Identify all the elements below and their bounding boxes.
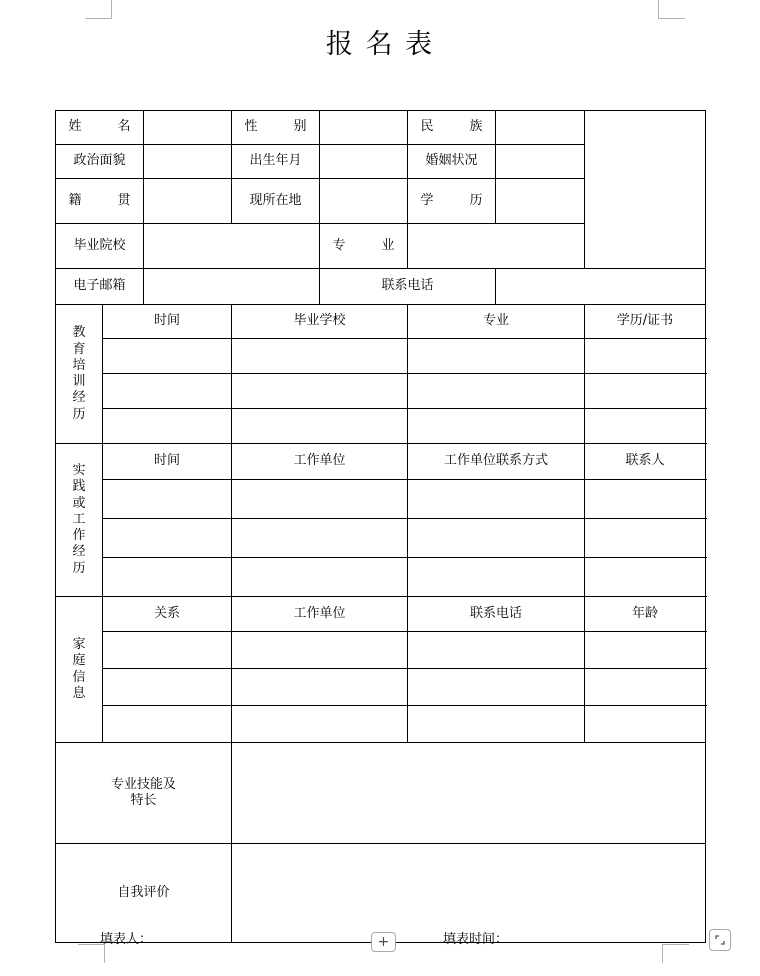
education-col-header-time: 时间	[103, 305, 232, 339]
work-cell-employer-contact[interactable]	[408, 519, 585, 558]
education-header-row	[56, 305, 706, 339]
education-col-header-school: 毕业学校	[232, 305, 408, 339]
work-cell-employer[interactable]	[232, 480, 408, 519]
family-data-row	[56, 632, 706, 669]
label-education-level	[408, 179, 496, 224]
table-row-contact	[56, 269, 706, 305]
work-header-row	[56, 444, 706, 480]
work-col-header-employer: 工作单位	[232, 444, 408, 480]
field-name-value[interactable]	[144, 111, 232, 145]
education-data-row	[56, 339, 706, 374]
label-email: 电子邮箱	[56, 269, 144, 305]
education-col-header-degree: 学历/证书	[585, 305, 706, 339]
label-marital-status: 婚姻状况	[408, 145, 496, 179]
label-gender	[232, 111, 320, 145]
work-cell-time[interactable]	[103, 519, 232, 558]
label-skills-line2: 特长	[130, 793, 157, 808]
family-cell-phone[interactable]	[408, 669, 585, 706]
family-col-header-phone: 联系电话	[408, 597, 585, 632]
fit-page-button[interactable]	[709, 929, 731, 951]
label-name	[56, 111, 144, 145]
work-cell-contact-person[interactable]	[585, 519, 706, 558]
work-col-header-employer-contact: 工作单位联系方式	[408, 444, 585, 480]
label-native-place-text: 籍 贯	[68, 192, 131, 208]
work-col-header-contact-person: 联系人	[585, 444, 706, 480]
label-native-place	[56, 179, 144, 224]
field-birth-date-value[interactable]	[320, 145, 408, 179]
page-corner-mark-top-left	[85, 0, 112, 19]
label-current-location: 现所在地	[232, 179, 320, 224]
education-cell-time[interactable]	[103, 374, 232, 409]
field-phone-value[interactable]	[496, 269, 706, 305]
section-label-education: 教 育 培 训 经 历	[56, 305, 103, 444]
label-self-evaluation: 自我评价	[56, 844, 232, 943]
family-col-header-employer: 工作单位	[232, 597, 408, 632]
education-data-row	[56, 374, 706, 409]
field-marital-status-value[interactable]	[496, 145, 585, 179]
work-cell-time[interactable]	[103, 480, 232, 519]
section-label-work-experience: 实 践 或 工 作 经 历	[56, 444, 103, 597]
work-cell-time[interactable]	[103, 558, 232, 597]
family-cell-age[interactable]	[585, 632, 706, 669]
education-cell-degree[interactable]	[585, 374, 706, 409]
label-phone: 联系电话	[320, 269, 496, 305]
education-cell-major[interactable]	[408, 339, 585, 374]
work-cell-contact-person[interactable]	[585, 558, 706, 597]
family-cell-phone[interactable]	[408, 706, 585, 743]
label-ethnicity-text: 民 族	[420, 119, 483, 135]
work-col-header-time: 时间	[103, 444, 232, 480]
section-label-family-info: 家 庭 信 息	[56, 597, 103, 743]
family-data-row	[56, 669, 706, 706]
work-cell-employer-contact[interactable]	[408, 558, 585, 597]
education-cell-time[interactable]	[103, 409, 232, 444]
label-gender-text: 性 别	[244, 119, 307, 135]
family-col-header-relation: 关系	[103, 597, 232, 632]
label-filled-date: 填表时间：	[443, 932, 509, 947]
education-cell-major[interactable]	[408, 374, 585, 409]
work-cell-employer[interactable]	[232, 519, 408, 558]
family-data-row	[56, 706, 706, 743]
label-skills-line1: 专业技能及	[110, 776, 176, 792]
work-cell-employer-contact[interactable]	[408, 480, 585, 519]
education-cell-school[interactable]	[232, 374, 408, 409]
corner-resize-icon	[714, 934, 726, 946]
family-col-header-age: 年龄	[585, 597, 706, 632]
family-cell-age[interactable]	[585, 669, 706, 706]
family-cell-relation[interactable]	[103, 632, 232, 669]
skills-row	[56, 743, 706, 844]
work-data-row	[56, 558, 706, 597]
plus-icon: +	[377, 934, 390, 950]
field-skills-value[interactable]	[232, 743, 706, 844]
label-political-status: 政治面貌	[56, 145, 144, 179]
family-cell-phone[interactable]	[408, 632, 585, 669]
page-corner-mark-top-right	[658, 0, 685, 19]
education-cell-major[interactable]	[408, 409, 585, 444]
family-cell-employer[interactable]	[232, 669, 408, 706]
label-birth-date: 出生年月	[232, 145, 320, 179]
label-skills	[56, 743, 232, 844]
add-page-button[interactable]	[371, 932, 396, 952]
field-major-value[interactable]	[408, 224, 585, 269]
field-email-value[interactable]	[144, 269, 320, 305]
field-gender-value[interactable]	[320, 111, 408, 145]
work-cell-employer[interactable]	[232, 558, 408, 597]
label-ethnicity	[408, 111, 496, 145]
field-education-level-value[interactable]	[496, 179, 585, 224]
field-graduate-school-value[interactable]	[144, 224, 320, 269]
field-ethnicity-value[interactable]	[496, 111, 585, 145]
education-data-row	[56, 409, 706, 444]
work-cell-contact-person[interactable]	[585, 480, 706, 519]
field-current-location-value[interactable]	[320, 179, 408, 224]
label-filled-by: 填表人：	[100, 932, 153, 947]
family-cell-age[interactable]	[585, 706, 706, 743]
education-cell-school[interactable]	[232, 409, 408, 444]
application-form-table	[55, 110, 706, 943]
education-col-header-major: 专业	[408, 305, 585, 339]
photo-placeholder-cell[interactable]	[585, 111, 706, 269]
family-cell-employer[interactable]	[232, 632, 408, 669]
label-name-text: 姓 名	[68, 119, 131, 135]
page-title: 报 名 表	[325, 29, 435, 60]
education-cell-school[interactable]	[232, 339, 408, 374]
family-header-row	[56, 597, 706, 632]
family-cell-relation[interactable]	[103, 669, 232, 706]
education-cell-degree[interactable]	[585, 409, 706, 444]
table-row-name	[56, 111, 706, 145]
label-graduate-school: 毕业院校	[56, 224, 144, 269]
family-cell-employer[interactable]	[232, 706, 408, 743]
family-cell-relation[interactable]	[103, 706, 232, 743]
work-data-row	[56, 519, 706, 558]
education-cell-degree[interactable]	[585, 339, 706, 374]
education-cell-time[interactable]	[103, 339, 232, 374]
label-major	[320, 224, 408, 269]
field-political-status-value[interactable]	[144, 145, 232, 179]
field-native-place-value[interactable]	[144, 179, 232, 224]
label-major-text: 专 业	[332, 237, 395, 253]
label-education-level-text: 学 历	[420, 192, 483, 208]
work-data-row	[56, 480, 706, 519]
